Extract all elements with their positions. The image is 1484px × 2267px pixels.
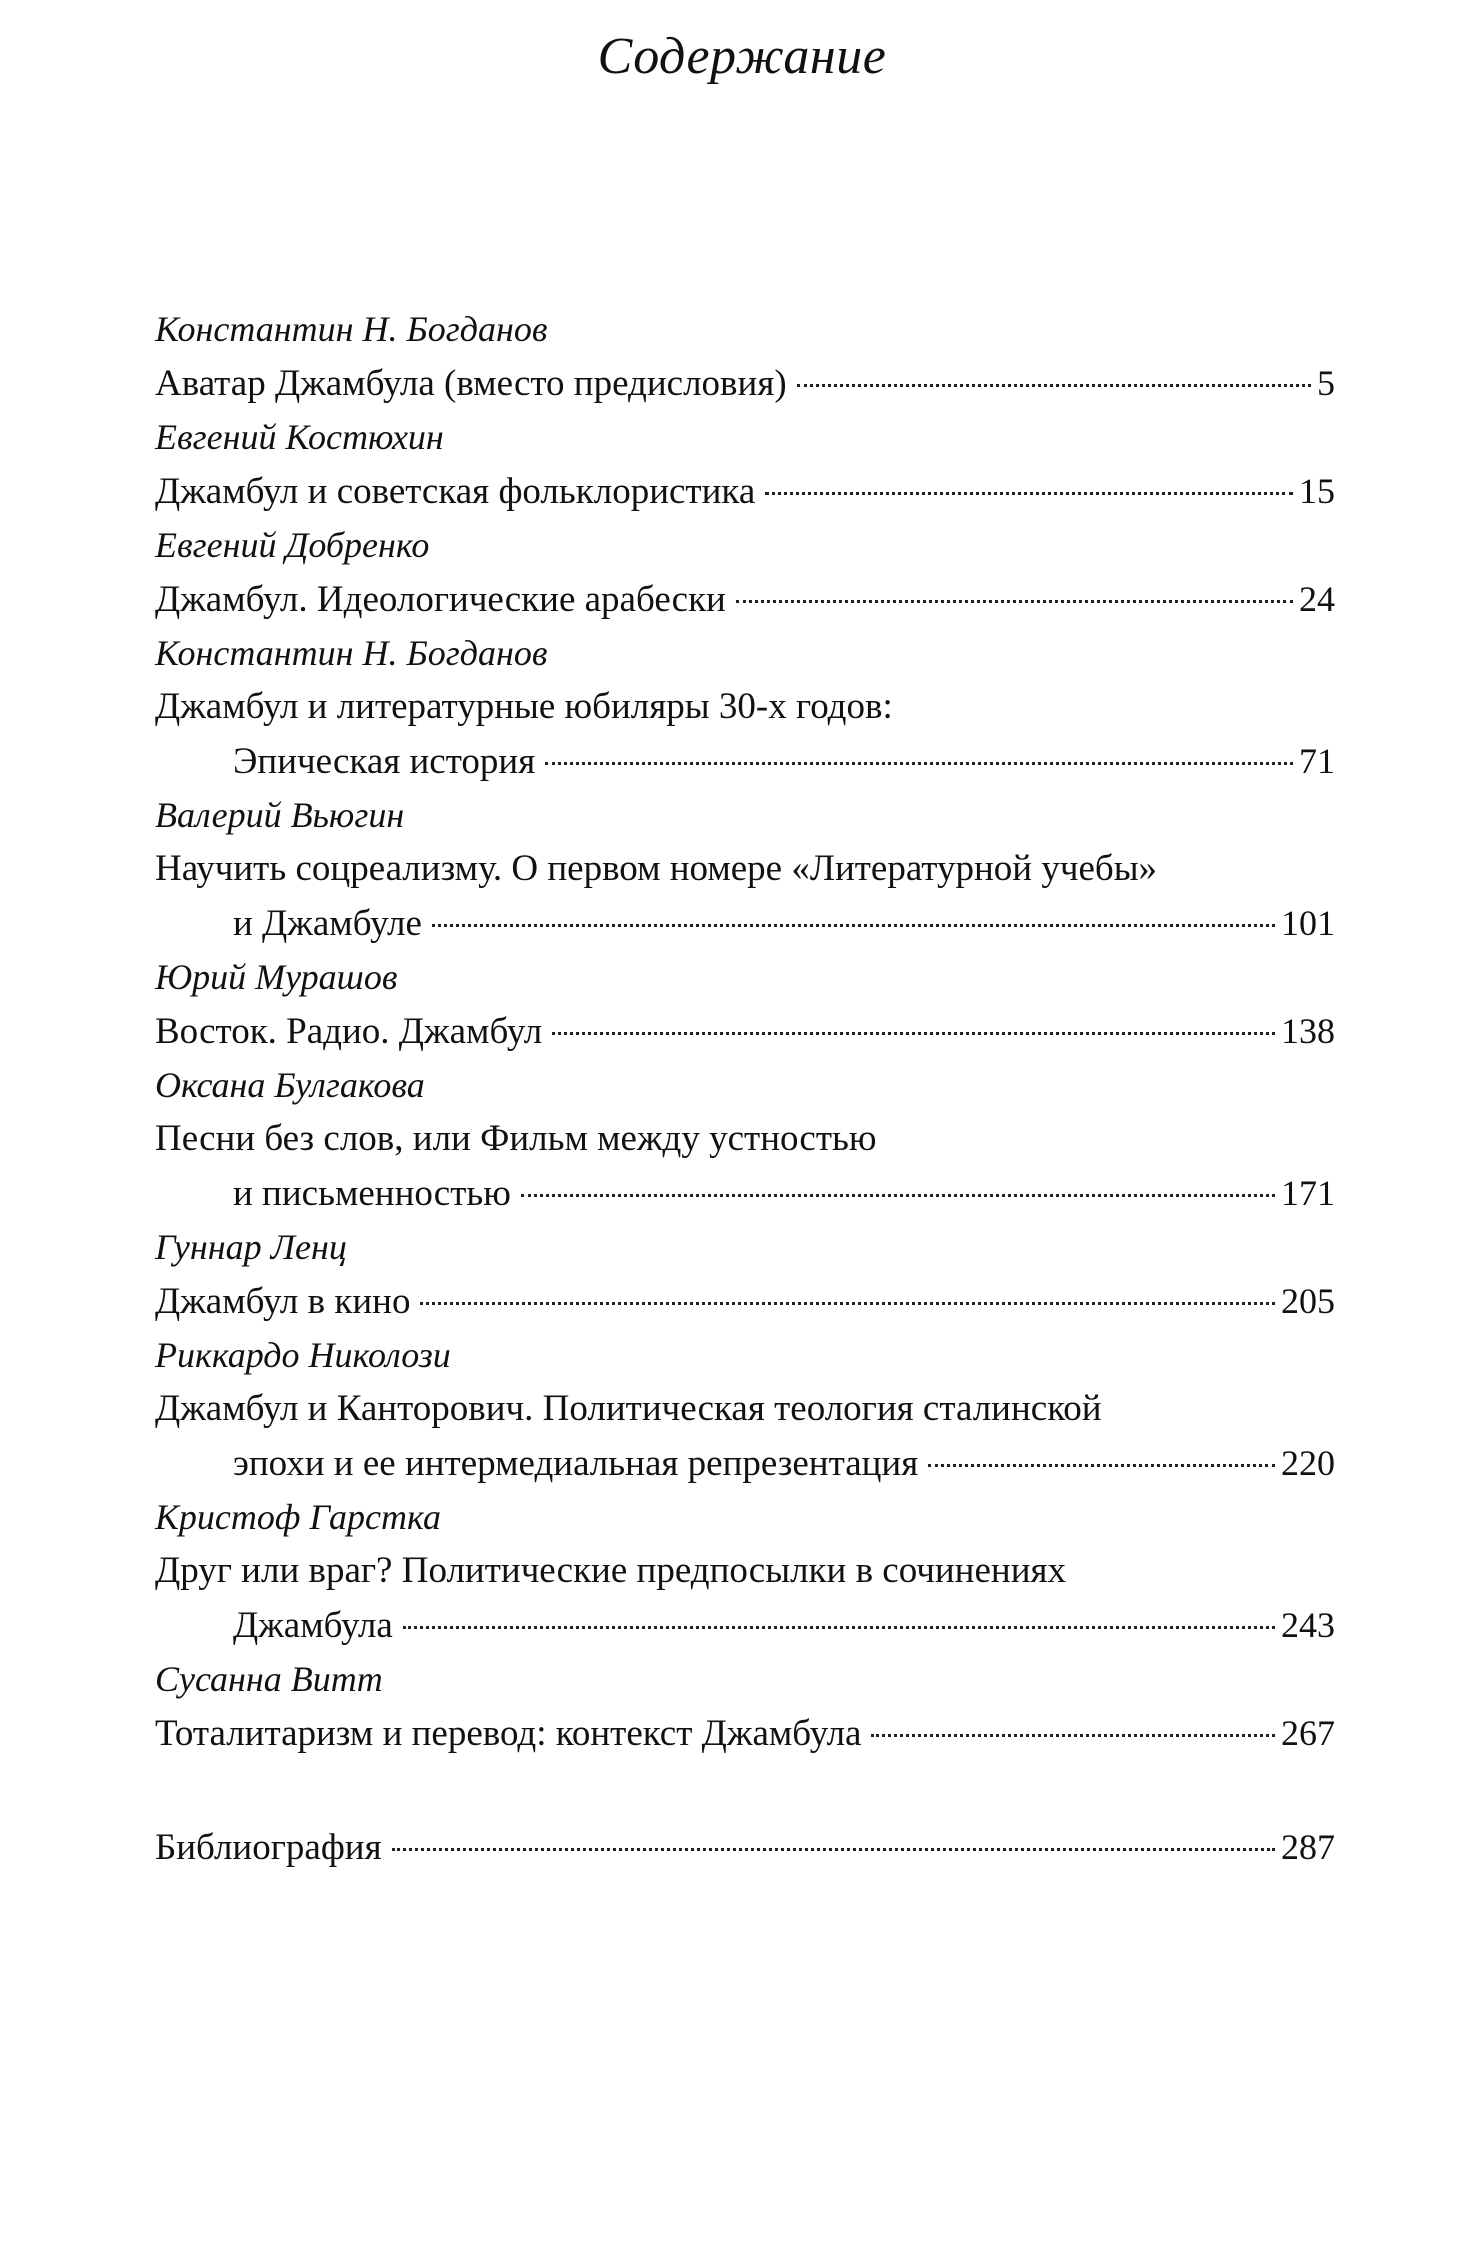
- dot-leader: [403, 1626, 1275, 1629]
- toc-entry-title-continued: и письменностью: [233, 1173, 511, 1214]
- dot-leader: [797, 384, 1311, 387]
- toc-entry-title: Джамбул. Идеологические арабески: [155, 579, 726, 620]
- toc-author: Риккардо Николози: [155, 1335, 451, 1375]
- toc-entry-title: Друг или враг? Политические предпосылки в сочинениях: [155, 1550, 1067, 1591]
- toc-entry[interactable]: [155, 1706, 1335, 1760]
- toc-page-number: 171: [1281, 1173, 1335, 1213]
- toc-entry-title-continued: Эпическая история: [233, 741, 536, 782]
- toc-entry-title: Библиография: [155, 1827, 382, 1868]
- toc-entry[interactable]: [155, 1598, 1335, 1652]
- toc-page-number: 24: [1299, 579, 1335, 619]
- toc-page-number: 220: [1281, 1443, 1335, 1483]
- spacer: [155, 1760, 1335, 1820]
- toc-entry[interactable]: [155, 896, 1335, 950]
- dot-leader: [420, 1302, 1275, 1305]
- toc-page-number: 205: [1281, 1281, 1335, 1321]
- dot-leader: [545, 762, 1293, 765]
- toc-entry-title-line[interactable]: [155, 1112, 1335, 1166]
- toc-entry-title-continued: и Джамбуле: [233, 903, 422, 944]
- toc-author: Сусанна Витт: [155, 1659, 383, 1699]
- toc-entry[interactable]: [155, 1274, 1335, 1328]
- toc-author: Константин Н. Богданов: [155, 633, 548, 673]
- table-of-contents: [155, 302, 1335, 1874]
- toc-page-number: 138: [1281, 1011, 1335, 1051]
- toc-author: Евгений Добренко: [155, 525, 430, 565]
- dot-leader: [552, 1032, 1275, 1035]
- toc-author: Гуннар Ленц: [155, 1227, 347, 1267]
- toc-entry-title: Джамбул в кино: [155, 1281, 411, 1322]
- toc-entry[interactable]: [155, 1004, 1335, 1058]
- toc-entry-title: Восток. Радио. Джамбул: [155, 1011, 543, 1052]
- toc-entry[interactable]: [155, 464, 1335, 518]
- toc-entry[interactable]: [155, 356, 1335, 410]
- toc-entry[interactable]: [155, 734, 1335, 788]
- dot-leader: [432, 924, 1275, 927]
- toc-entry-title-line[interactable]: [155, 680, 1335, 734]
- toc-entry-title: Джамбул и Канторович. Политическая теология сталинской: [155, 1388, 1102, 1429]
- dot-leader: [871, 1734, 1275, 1737]
- toc-entry-title: Джамбул и советская фольклористика: [155, 471, 756, 512]
- toc-page-number: 5: [1317, 363, 1335, 403]
- dot-leader: [765, 492, 1293, 495]
- toc-entry-bibliography[interactable]: [155, 1820, 1335, 1874]
- toc-page-number: 243: [1281, 1605, 1335, 1645]
- toc-page-number: 71: [1299, 741, 1335, 781]
- dot-leader: [521, 1194, 1275, 1197]
- toc-entry-title-line[interactable]: [155, 1382, 1335, 1436]
- toc-author: Валерий Вьюгин: [155, 795, 405, 835]
- dot-leader: [392, 1848, 1275, 1851]
- toc-page-number: 267: [1281, 1713, 1335, 1753]
- toc-entry[interactable]: [155, 1436, 1335, 1490]
- toc-entry-title: Научить соцреализму. О первом номере «Литературной учебы»: [155, 848, 1158, 889]
- toc-entry-title: Джамбул и литературные юбиляры 30-х годов:: [155, 686, 893, 727]
- toc-entry-title: Песни без слов, или Фильм между устностью: [155, 1118, 877, 1159]
- toc-author: Кристоф Гарстка: [155, 1497, 441, 1537]
- dot-leader: [928, 1464, 1275, 1467]
- toc-entry[interactable]: [155, 572, 1335, 626]
- toc-author: Константин Н. Богданов: [155, 309, 548, 349]
- toc-entry-title: Тоталитаризм и перевод: контекст Джамбула: [155, 1713, 862, 1754]
- toc-entry-title-line[interactable]: [155, 842, 1335, 896]
- toc-entry-title: Аватар Джамбула (вместо предисловия): [155, 363, 787, 404]
- toc-entry-title-continued: Джамбула: [233, 1605, 393, 1646]
- toc-page-number: 15: [1299, 471, 1335, 511]
- toc-entry-title-line[interactable]: [155, 1544, 1335, 1598]
- toc-author: Евгений Костюхин: [155, 417, 444, 457]
- page-title: Содержание: [597, 28, 887, 85]
- toc-page-number: 101: [1281, 903, 1335, 943]
- dot-leader: [736, 600, 1293, 603]
- toc-author: Оксана Булгакова: [155, 1065, 425, 1105]
- toc-author: Юрий Мурашов: [155, 957, 398, 997]
- toc-entry[interactable]: [155, 1166, 1335, 1220]
- toc-page-number: 287: [1281, 1827, 1335, 1867]
- toc-entry-title-continued: эпохи и ее интермедиальная репрезентация: [233, 1443, 919, 1484]
